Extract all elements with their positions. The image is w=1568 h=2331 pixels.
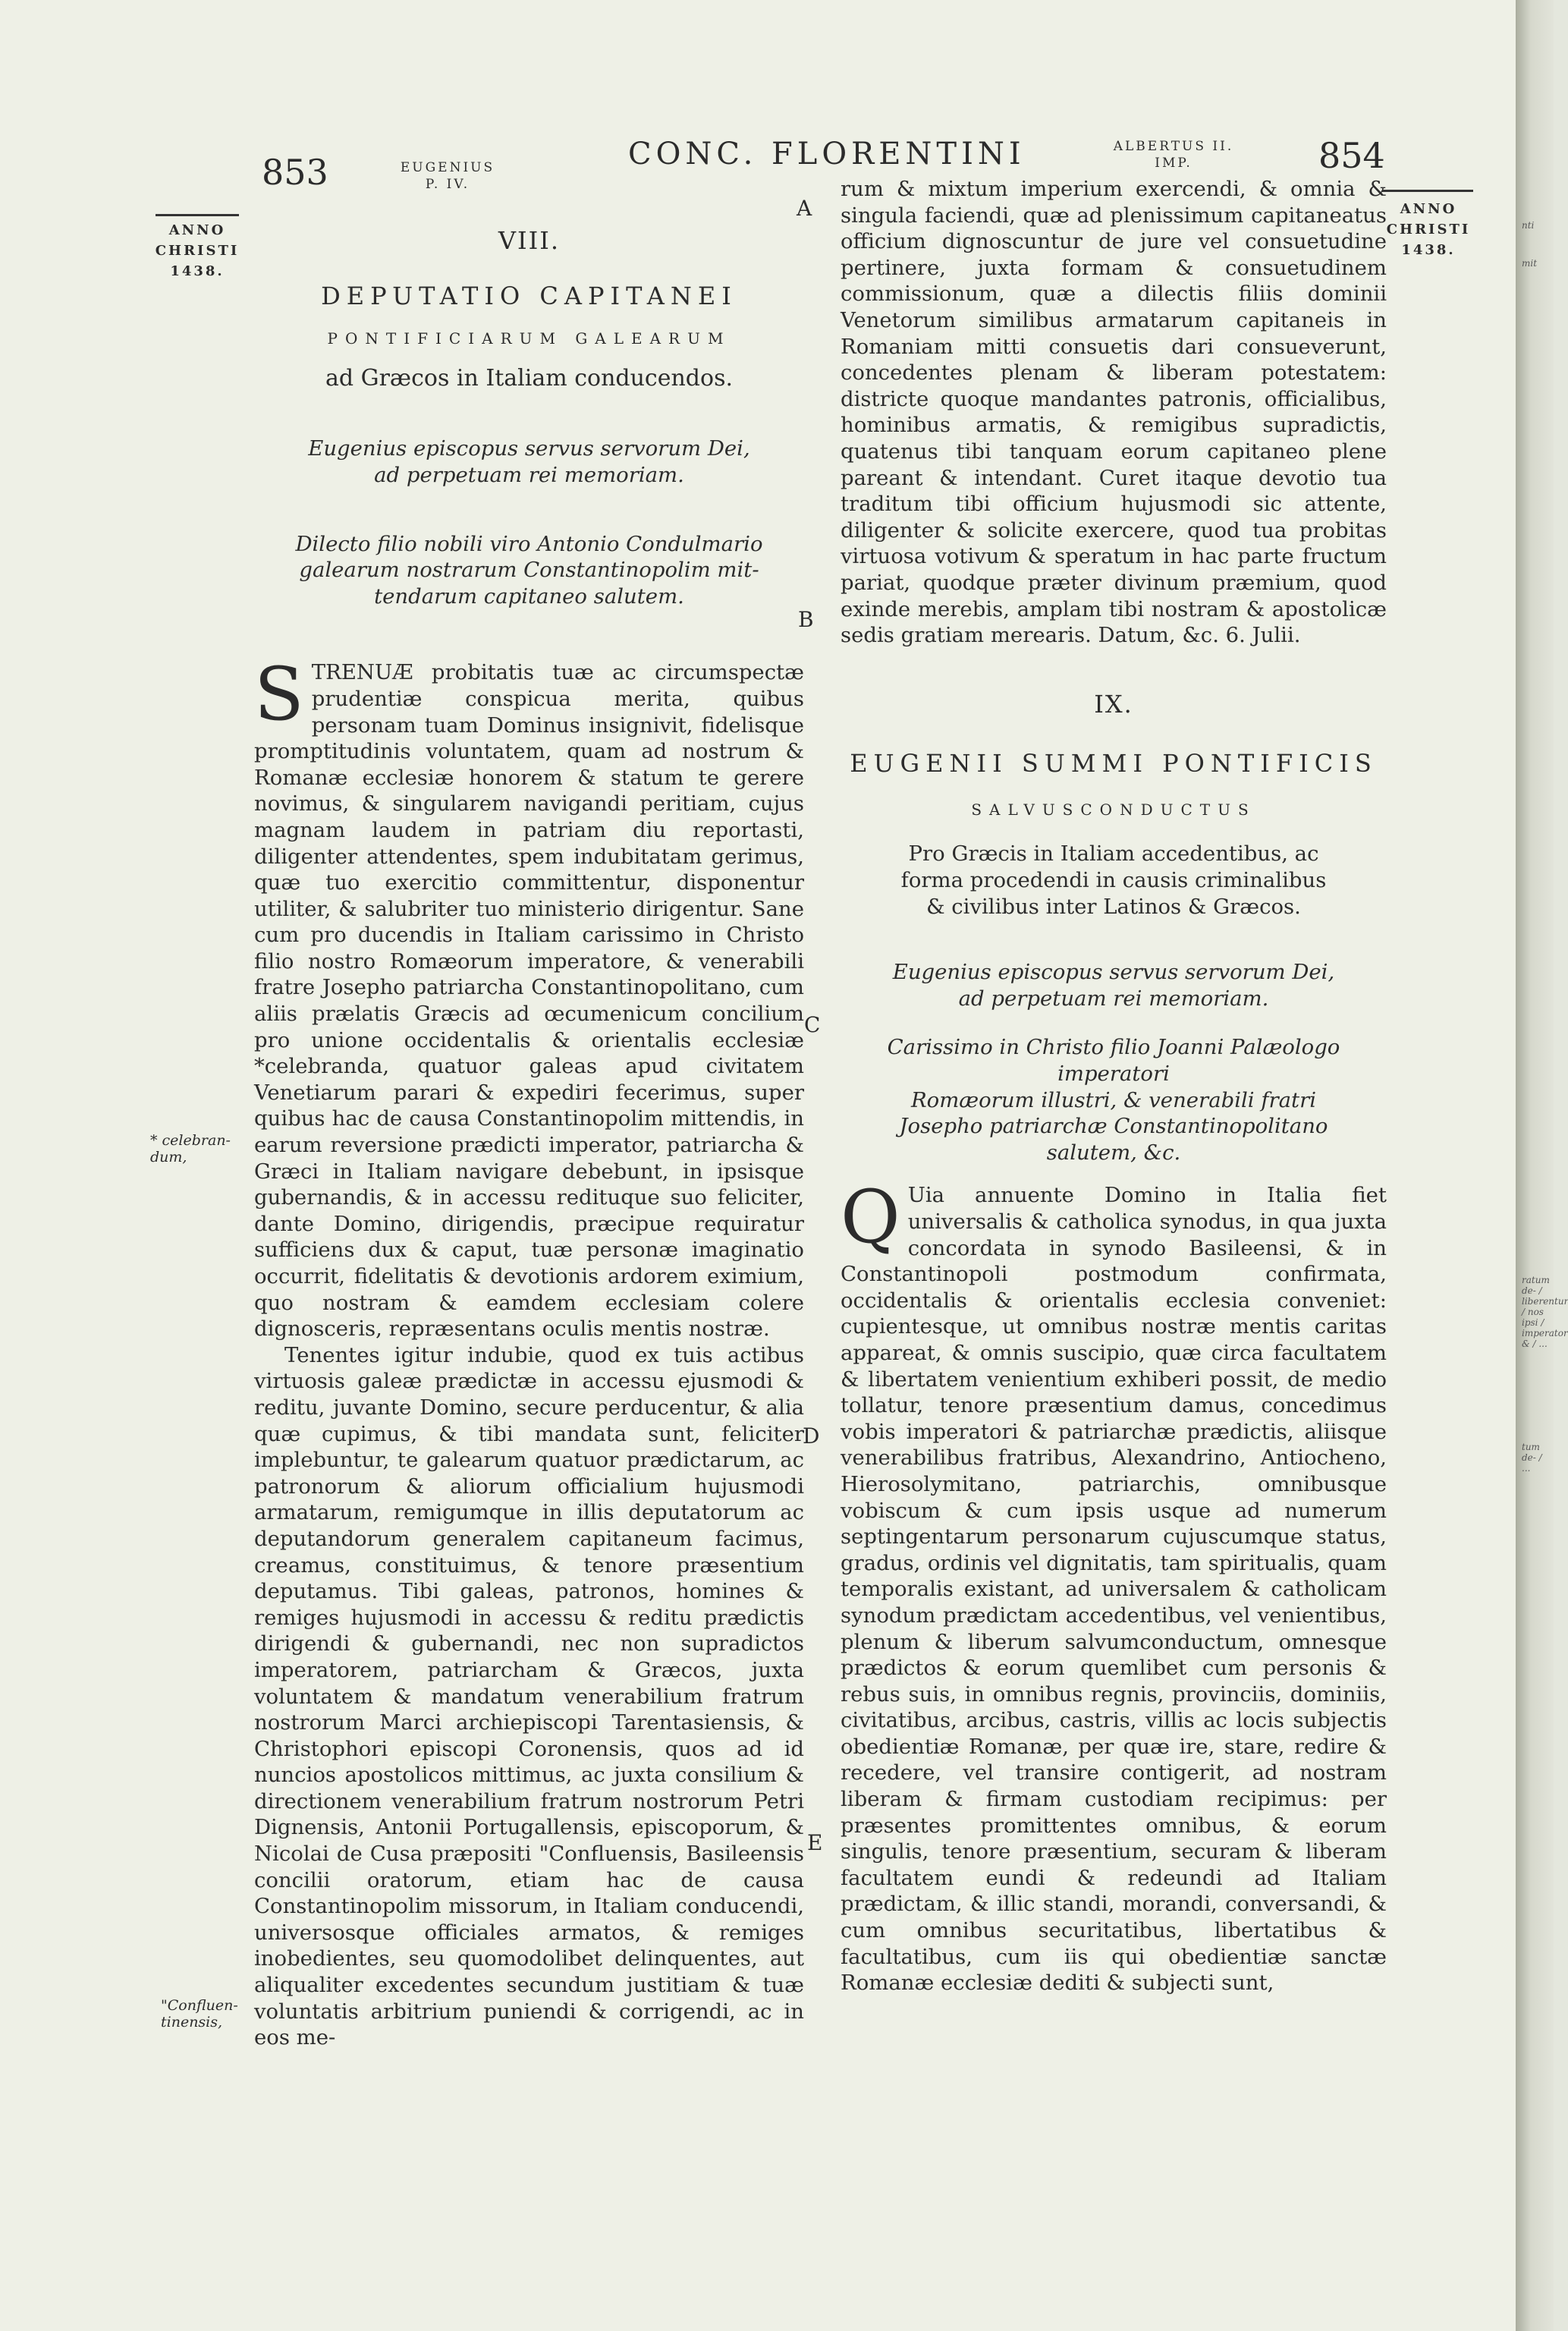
pope-number: P. IV. xyxy=(425,177,470,192)
margin-note-celebrandum: * celebran-dum, xyxy=(150,1132,231,1166)
anno-christi-right xyxy=(1379,199,1478,260)
christi-label: CHRISTI xyxy=(155,243,240,259)
section-8-subheading: PONTIFICIARUM GALEARUM xyxy=(327,329,731,348)
section-9-address-line2: Romæorum illustri, & venerabili fratri xyxy=(910,1087,1317,1112)
section-9-intro-line2: ad perpetuam rei memoriam. xyxy=(958,986,1269,1011)
bleed-note-2: mit xyxy=(1522,258,1538,269)
column-letter-d: D xyxy=(803,1423,820,1449)
sidebar-rule-left xyxy=(156,214,239,216)
year-label: 1438. xyxy=(170,263,225,279)
left-column xyxy=(254,228,804,2051)
column-letter-e: E xyxy=(807,1830,823,1855)
section-8-intro-line1: Eugenius episcopus servus servorum Dei, xyxy=(308,436,750,461)
margin-note-confluentinensis: "Confluen-tinensis, xyxy=(161,1997,238,2031)
anno-label: ANNO xyxy=(1400,201,1457,217)
section-8-paragraph-3: rum & mixtum imperium exercendi, & omnia & singula faciendi, quæ ad plenissimum capitaneatus officium dignoscuntur de jure vel consuetudine pertinere, juxta formam & consuetudinem commissionum, quæ a dilectis filiis dominii Venetorum similibus armatarum capitaneis in Romaniam mitti consuetis dari consueverunt, concedentes plenam & liberam potestatem: districte quoque mandantes patronis, officialibus, hominibus armatis, & remigibus supradictis, quatenus tibi tanquam eorum capitaneo plene pareant & intendant. Curet itaque devotio tua traditum tibi officium hujusmodi sic attente, diligenter & solicite exercere, quod tua probitas virtuosa votivum & speratum in hac parte fructum pariat, quodque præter divinum præmium, quod exinde merebis, amplam tibi nostram & apostolicæ sedis gratiam merearis. Datum, &c. 6. Julii. xyxy=(841,177,1387,648)
emperor-sub: IMP. xyxy=(1155,156,1192,171)
section-9-paragraph-1 xyxy=(841,1175,1387,1996)
running-head-emperor xyxy=(1086,138,1261,171)
column-letter-c: C xyxy=(804,1012,821,1037)
next-page-edge xyxy=(1516,0,1568,2331)
drop-cap: S xyxy=(254,652,304,738)
section-8-address-line2: galearum nostrarum Constantinopolim mit- xyxy=(299,558,759,583)
bleed-note-3: ratum de- / liberentur / nos ipsi / imperator & / ... xyxy=(1522,1275,1568,1349)
running-head-title: CONC. FLORENTINI xyxy=(628,137,1026,171)
section-9-heading: EUGENII SUMMI PONTIFICIS xyxy=(850,749,1378,779)
section-8-paragraph-1 xyxy=(254,652,804,1342)
section-8-intro-line2: ad perpetuam rei memoriam. xyxy=(374,462,684,487)
section-9-subheading: SALVUSCONDUCTUS xyxy=(971,800,1256,819)
anno-label: ANNO xyxy=(168,222,226,238)
sidebar-rule-right xyxy=(1382,190,1473,192)
paragraph-text: TRENUÆ probitatis tuæ ac circumspectæ prudentiæ conspicua merita, quibus personam tuam Dominus insignivit, fidelisque promptitudinis voluntatem, quam ad nostrum & Romanæ ecclesiæ honorem & statum te gerere novimus, & singularem navigandi peritiam, cujus magnam laudem in patriam diu reportasti, diligenter attendentes, spem indubitatam gerimus, quæ tuo exercitio committentur, disponentur utiliter, & salubriter tuo ministerio dirigentur. Sane cum pro ducendis in Italiam carissimo in Christo filio nostro Romæorum imperatore, & venerabili fratre Josepho patriarcha Constantinopolitano, cum aliis prælatis Græcis ad œcumenicum concilium pro unione occidentalis & orientalis ecclesiæ *celebranda, quatuor galeas apud civitatem Venetiarum parari & expediri fecerimus, super quibus hac de causa Constantinopolim mittendis, in earum reversione prædicti imperator, patriarcha & Græci in Italiam navigare debebunt, in ipsisque gubernandis, & in accessu redituque suo feliciter, dante Domino, dirigendis, præcipue requiratur sufficiens dux & caput, tuæ personæ imaginatio occurrit, fidelitatis & devotionis ardorem eximium, quo nostram & eamdem ecclesiam colere dignosceris, repræsentans oculis mentis nostræ. xyxy=(254,660,804,1342)
column-letter-a: A xyxy=(797,196,812,221)
bleed-note-1: nti xyxy=(1522,220,1535,231)
bleed-note-4: tum de- / ... xyxy=(1522,1442,1542,1474)
section-9-number: IX. xyxy=(1094,689,1133,719)
section-8-address-line3: tendarum capitaneo salutem. xyxy=(374,584,684,609)
section-8-paragraph-2: Tenentes igitur indubie, quod ex tuis actibus virtuosis galeæ prædictæ in accessu ejusmodi & reditu, juvante Domino, secure perducentur, & alia quæ cupimus, & tibi mandata sunt, feliciter implebuntur, te galearum quatuor prædictarum, ac patronorum & aliorum officialium hujusmodi armatarum, remigumque in illis deputatorum ac deputandorum generalem capitaneum facimus, creamus, constituimus, & tenore præsentium deputamus. Tibi galeas, patronos, homines & remiges hujusmodi in accessu & reditu prædictis dirigendi & gubernandi, nec non supradictos imperatorem, patriarcham & Græcos, juxta voluntatem & mandatum venerabilium fratrum nostrorum Marci archiepiscopi Tarentasiensis, & Christophori episcopi Coronensis, quos ad id nuncios apostolicos mittimus, ac juxta consilium & directionem venerabilium fratrum nostrorum Petri Dignensis, Antonii Portugallensis, episcoporum, & Nicolai de Cusa præpositi "Confluensis, Basileensis concilii oratorum, etiam hac de causa Constantinopolim missorum, in Italiam conducendi, universosque officiales armatos, & remiges inobedientes, seu quomodolibet delinquentes, aut aliqualiter excedentes secundum justitiam & tuæ voluntatis arbitrium puniendi & corrigendi, ac in eos me- xyxy=(254,1342,804,2050)
pope-name: EUGENIUS xyxy=(400,160,495,175)
paragraph-text: Uia annuente Domino in Italia fiet universalis & catholica synodus, in qua juxta concordata in synodo Basileensi, & in Constantinopoli postmodum confirmata, occidentalis & orientalis ecclesia conveniet: cupientesque, ut omnibus nostræ mentis caritas appareat, & omnis suscipio, quæ circa facultatem & libertatem venientium exhiberi possit, de medio tollatur, tenore præsentium damus, concedimus vobis imperatori & patriarchæ prædictis, aliisque venerabilibus fratribus, Alexandrino, Antiocheno, Hierosolymitano, patriarchis, omnibusque vobiscum & cum ipsis usque ad numerum septingentarum personarum cujuscumque status, gradus, ordinis vel dignitatis, tam spiritualis, quam temporalis existant, ad universalem & catholicam synodum prædictam accedentibus, vel venientibus, plenum & liberum salvumconductum, omnesque prædictos & eorum quemlibet cum personis & rebus suis, in omnibus regnis, provinciis, dominiis, civitatibus, arcibus, castris, villis ac locis subjectis obedientiæ Romanæ, per quæ ire, stare, redire & recedere, vel transire contigerit, ad nostram liberam & firmam custodiam recipimus: per præsentes promittentes omnibus, & eorum singulis, tenore præsentium, securam & liberam facultatem eundi & redeundi ad Italiam prædictam, & illic standi, morandi, conversandi, & cum omnibus securitatibus, libertatibus & facultatibus, cum iis qui obedientiæ sanctæ Romanæ ecclesiæ dediti & subjecti sunt, xyxy=(841,1183,1387,1996)
christi-label: CHRISTI xyxy=(1386,222,1471,238)
drop-cap: Q xyxy=(841,1175,900,1260)
year-label: 1438. xyxy=(1401,242,1456,258)
emperor-name: ALBERTUS II. xyxy=(1113,139,1234,154)
running-head-pope xyxy=(394,159,501,193)
section-8-subtitle: ad Græcos in Italiam conducendos. xyxy=(325,364,733,392)
section-9-address-line4: salutem, &c. xyxy=(1046,1140,1181,1165)
section-8-address-line1: Dilecto filio nobili viro Antonio Condulmario xyxy=(295,531,763,556)
section-9-intro-line1: Eugenius episcopus servus servorum Dei, xyxy=(892,960,1335,985)
section-9-subtitle: Pro Græcis in Italiam accedentibus, ac forma procedendi in causis criminalibus & civilibus inter Latinos & Græcos. xyxy=(900,841,1327,919)
section-8-number: VIII. xyxy=(498,226,561,255)
anno-christi-left xyxy=(152,220,243,282)
right-column xyxy=(841,176,1387,1996)
page-number-right: 854 xyxy=(1318,135,1385,176)
section-9-address-line1: Carissimo in Christo filio Joanni Palæologo imperatori xyxy=(887,1035,1340,1087)
section-8-heading: DEPUTATIO CAPITANEI xyxy=(321,281,737,310)
section-9-address-line3: Josepho patriarchæ Constantinopolitano xyxy=(899,1114,1328,1139)
page-number-left: 853 xyxy=(262,152,328,193)
column-letter-b: B xyxy=(798,607,814,632)
